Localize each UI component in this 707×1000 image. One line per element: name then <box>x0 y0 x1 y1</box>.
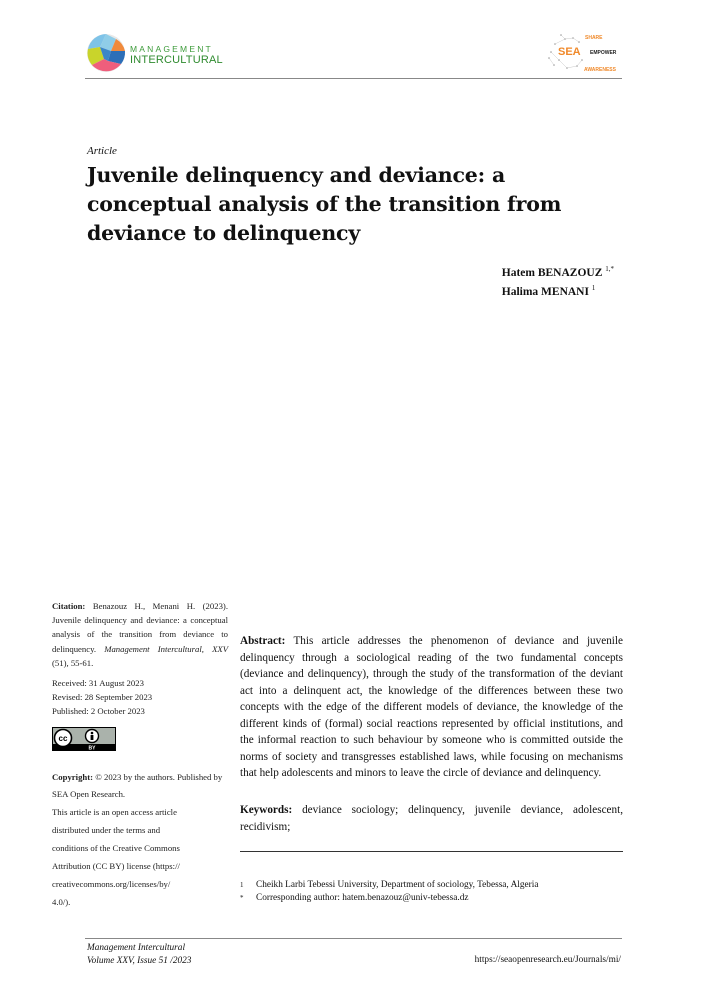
footer-url-link[interactable]: https://seaopenresearch.eu/Journals/mi/ <box>474 955 621 965</box>
date-published: Published: 2 October 2023 <box>52 706 145 717</box>
open-access-line: conditions of the Creative Commons <box>52 842 180 853</box>
keywords-label: Keywords: <box>240 804 293 816</box>
by-badge-text: BY <box>88 745 96 751</box>
keywords-text: deviance sociology; delinquency, juvenile deviance, adolescent, recidivism; <box>240 804 624 833</box>
copyright-text: © 2023 by the authors. Published by SEA Open Research. <box>52 771 223 799</box>
citation-issue: (51), 55-61. <box>52 657 94 668</box>
date-received: Received: 31 August 2023 <box>52 678 144 689</box>
journal-logo-wordmark <box>130 44 223 66</box>
footer-journal-name: Management Intercultural <box>87 943 186 953</box>
header-divider <box>85 78 622 79</box>
citation <box>52 599 228 670</box>
journal-logo-bottom: INTERCULTURAL <box>130 54 223 66</box>
abstract-label: Abstract: <box>240 635 286 647</box>
citation-journal: Management Intercultural, XXV <box>104 643 228 654</box>
article-type: Article <box>87 145 117 157</box>
author-item <box>502 281 614 300</box>
author-list <box>502 262 614 300</box>
copyright <box>52 769 228 803</box>
cc-by-license-badge[interactable] <box>52 727 116 751</box>
copyright-label: Copyright: <box>52 771 94 782</box>
article-title: Juvenile delinquency and deviance: a conceptual analysis of the transition from deviance to delinquency <box>87 163 562 245</box>
footer-divider <box>85 938 622 939</box>
journal-logo-icon <box>86 33 126 73</box>
publisher-logo-word-share: SHARE <box>585 35 603 41</box>
corresponding-author-text: Corresponding author: hatem.benazouz@univ-tebessa.dz <box>256 893 469 903</box>
keywords-divider <box>240 851 623 852</box>
open-access-line: 4.0/). <box>52 896 71 907</box>
affiliations <box>240 879 538 905</box>
abstract-text: This article addresses the phenomenon of deviance and juvenile delinquency through a sociological reading of the two fundamental concepts (deviance and delinquency), through the study of the transformation of the deviant act into a delinquent act, the knowledge of the differences between these two concepts with the edge of the different models of deviance, the knowledge of the different kinds of (formal) social reactions represented by official institutions, and the informal reaction to such behaviour by someone who is committed outside the norms of society and transgresses established laws, while focusing on mechanisms that help adolescents and minors to leave the circle of deviance and delinquency. <box>240 635 623 779</box>
publisher-logo-word-empower: EMPOWER <box>590 50 617 56</box>
affiliation-text: Cheikh Larbi Tebessi University, Department of sociology, Tebessa, Algeria <box>256 880 539 890</box>
author-affiliation-marker: 1,* <box>605 265 614 273</box>
citation-label: Citation: <box>52 601 86 611</box>
open-access-line: This article is an open access article <box>52 806 177 817</box>
open-access-line: distributed under the terms and <box>52 824 161 835</box>
date-revised: Revised: 28 September 2023 <box>52 692 153 703</box>
abstract <box>240 633 623 782</box>
affiliation-item <box>240 879 538 892</box>
journal-logo-top: MANAGEMENT <box>130 44 213 54</box>
affiliation-marker: * <box>240 894 244 902</box>
open-access-statement <box>52 803 228 911</box>
license-link[interactable]: creativecommons.org/licenses/by/ <box>52 878 171 889</box>
affiliation-item <box>240 892 538 905</box>
open-access-line: Attribution (CC BY) license (https:// <box>52 860 180 871</box>
author-name: Halima MENANI <box>501 285 589 298</box>
footer-volume: Volume XXV, Issue 51 /2023 <box>87 955 192 966</box>
publisher-logo-word-awareness: AWARENESS <box>584 67 616 73</box>
article-sidebar <box>52 599 228 911</box>
citation-text: Benazouz H., Menani H. (2023). Juvenile delinquency and deviance: a conceptual analysis of the transition from deviance to delinquency. <box>52 601 228 654</box>
author-affiliation-marker: 1 <box>591 283 596 292</box>
keywords <box>240 802 623 835</box>
author-name: Hatem BENAZOUZ <box>501 266 603 279</box>
author-item <box>502 262 614 281</box>
affiliation-marker: 1 <box>240 881 244 889</box>
cc-badge-text: cc <box>58 733 68 743</box>
publisher-logo-main: SEA <box>558 46 581 58</box>
footer-journal-info <box>87 942 191 967</box>
